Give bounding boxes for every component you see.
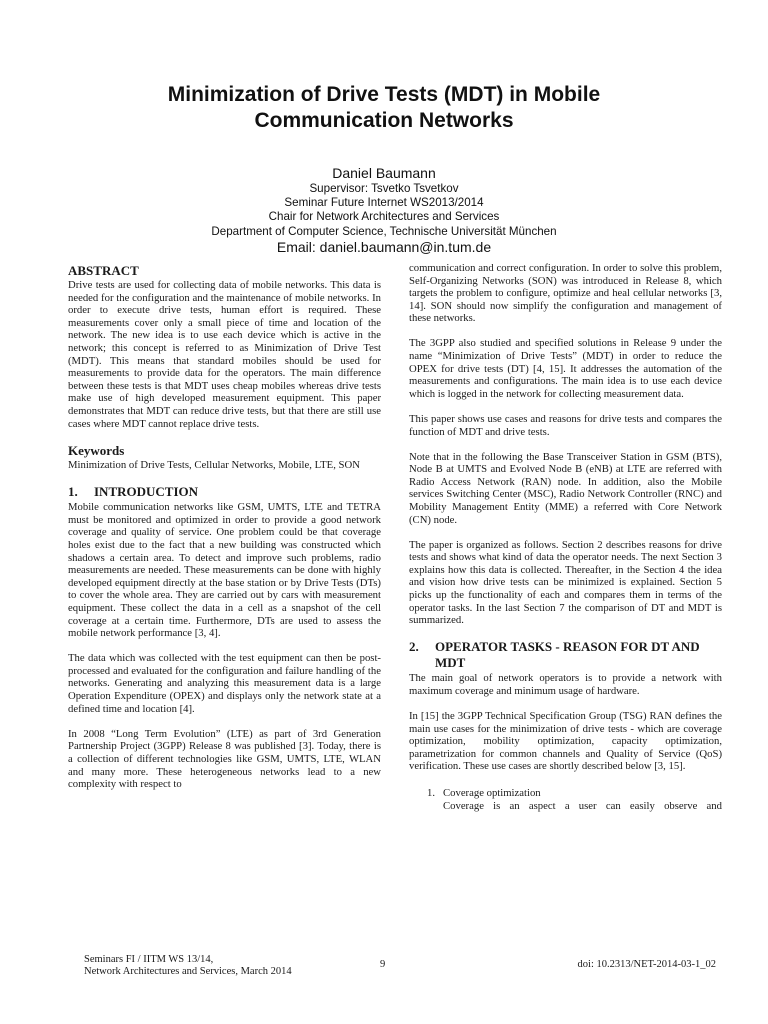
footer-venue-line-2: Network Architectures and Services, March 2014: [84, 965, 292, 977]
list-item-text: Coverage is an aspect a user can easily observe and: [443, 799, 722, 812]
author-name: Daniel Baumann: [332, 165, 436, 181]
keywords-text: Minimization of Drive Tests, Cellular Networks, Mobile, LTE, SON: [68, 459, 360, 472]
list-item-title: Coverage optimization: [443, 787, 541, 799]
section-2-paragraph-2: In [15] the 3GPP Technical Specification Group (TSG) RAN defines the main use cases for the minimization of drive tests - which are coverage optimization, mobility optimization, capacity optimization, parametrization for common channels and Quality of Service (QoS) verification. These use cases are shortly described below [3, 15].: [409, 710, 722, 773]
author-email: Email: daniel.baumann@in.tum.de: [276, 238, 492, 255]
footer-doi: doi: 10.2313/NET-2014-03-1_02: [577, 959, 716, 970]
footer-venue-line-1: Seminars FI / IITM WS 13/14,: [84, 954, 214, 965]
intro-paragraph-6: This paper shows use cases and reasons for drive tests and compares the function of MDT and drive tests.: [409, 412, 722, 438]
author-block: [0, 165, 768, 256]
paper-title-line-2: Communication Networks: [254, 109, 514, 132]
footer-venue: [84, 954, 292, 977]
paper-title: [0, 82, 768, 134]
supervisor: Supervisor: Tsvetko Tsvetkov: [309, 182, 459, 195]
section-1-heading: [68, 484, 381, 500]
intro-paragraph-5: The 3GPP also studied and specified solutions in Release 9 under the name “Minimization of Drive Tests” (MDT) in order to reduce the OPEX for drive tests (DT) [4, 15]. It addresses the automation of the measurements and configurations. The main idea is to use each device which is logged in the network for collecting measurement data.: [409, 337, 722, 400]
section-title: OPERATOR TASKS - REASON FOR DT AND MDT: [435, 639, 700, 671]
section-number: 1.: [68, 484, 78, 500]
intro-paragraph-1: Mobile communication networks like GSM, UMTS, LTE and TETRA must be monitored and optimized in order to provide a good network coverage and quality of service. One problem could be that coverage holes exist due to the fact that a new building was constructed which shadows a certain area. To detect and improve such problems, radio measurements are needed. These measurements can be done with highly developed equipment directly at the base station or by Drive Tests (DTs) to cover the whole area. They are carried out by cars with measurement equipment. These collect the data in a cell as a snapshot of the cell coverage at a certain time. Furthermore, DTs are used to assess the mobile network performance [3, 4].: [68, 501, 381, 640]
seminar-name: Seminar Future Internet WS2013/2014: [284, 196, 484, 210]
list-item: [409, 787, 722, 812]
intro-paragraph-2: The data which was collected with the test equipment can then be post-processed and evaluated for the configuration and failure handling of the networks. Generating and analyzing this measurement data is a large Operation Expenditure (OPEX) and displays only the network state at a defined time and location [4].: [68, 652, 381, 715]
abstract-text: Drive tests are used for collecting data of mobile networks. This data is needed for the configuration and the maintenance of mobile networks. In order to execute drive tests, human effort is required. These measurements cover only a small piece of time and location of the network. The new idea is to use each device which is active in the network; this concept is referred to as Minimization of Drive Test (MDT). This means that standard mobiles should be used for measurements to provide data for the operators. The main difference between these tests is that MDT uses cheap mobiles whereas drive tests make use of high developed measurement equipment. This paper demonstrates that MDT can reduce drive tests, but that there are still use cases where MDT cannot replace drive tests.: [68, 279, 381, 430]
keywords-heading: Keywords: [68, 443, 125, 459]
page-number: 9: [380, 959, 386, 970]
intro-paragraph-8: The paper is organized as follows. Section 2 describes reasons for drive tests and shows what kind of data the operator needs. The next Section 3 explains how this data is collected. Thereafter, in the Section 4 the idea and vision how drive tests can be minimized is explained. Section 5 picks up the functionality of each and compares them in terms of the operator tasks. In the last Section 7 the comparison of DT and MDT is summarized.: [409, 538, 722, 627]
paper-title-line-1: Minimization of Drive Tests (MDT) in Mobile: [167, 83, 601, 106]
left-column: [68, 262, 381, 803]
intro-paragraph-4: communication and correct configuration. In order to solve this problem, Self-Organizing Networks (SON) was introduced in Release 8, which targets the problem to configure, optimize and heal cellular networks [3, 14]. SON should now simplify the configuration and management of these networks.: [409, 262, 722, 325]
section-number: 2.: [409, 639, 419, 655]
section-2-heading: [409, 639, 722, 671]
section-2-paragraph-1: The main goal of network operators is to provide a network with maximum coverage and minimum usage of hardware.: [409, 672, 722, 697]
abstract-heading: ABSTRACT: [68, 263, 139, 278]
department-name: Department of Computer Science, Technische Universität München: [211, 224, 557, 238]
chair-name: Chair for Network Architectures and Services: [268, 210, 500, 224]
intro-paragraph-7: Note that in the following the Base Transceiver Station in GSM (BTS), Node B at UMTS and Evolved Node B (eNB) at LTE are referred with Radio Access Network (RAN) node. In addition, also the Mobile services Switching Center (MSC), Radio Network Controller (RNC) and Mobility Management Entity (MME) a referred with Core Network (CN) node.: [409, 450, 722, 526]
list-item-number: 1.: [426, 787, 435, 799]
intro-paragraph-3: In 2008 “Long Term Evolution” (LTE) as part of 3rd Generation Partnership Project (3GPP) Release 8 was published [3]. Today, there is a collection of different technologies like GSM, UMTS, LTE, WLAN and many more. These heterogeneous networks lead to a new complexity with respect to: [68, 727, 381, 791]
section-title: INTRODUCTION: [94, 484, 199, 500]
right-column: [409, 262, 722, 812]
